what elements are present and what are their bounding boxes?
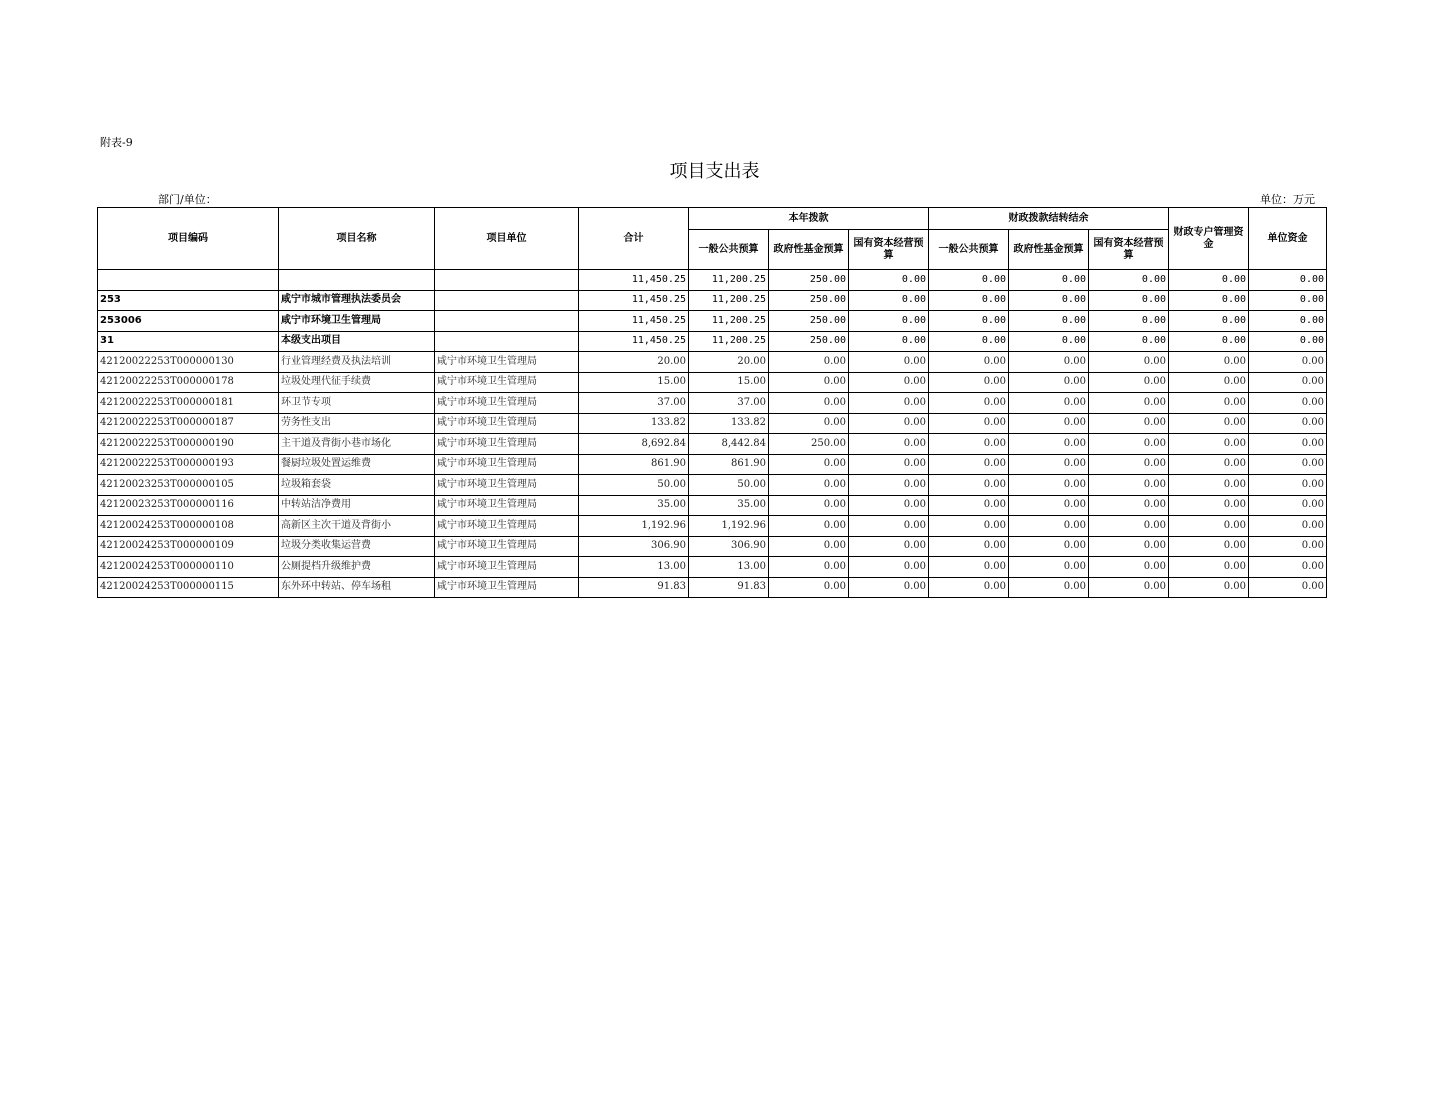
cell-carry-general-budget: 0.00 xyxy=(929,536,1009,557)
cell-project-code: 253006 xyxy=(98,311,279,332)
cell-general-budget: 11,200.25 xyxy=(689,311,769,332)
cell-general-budget: 50.00 xyxy=(689,475,769,496)
cell-project-name: 咸宁市城市管理执法委员会 xyxy=(279,290,435,311)
cell-carry-gov-fund-budget: 0.00 xyxy=(1009,311,1089,332)
cell-carry-general-budget: 0.00 xyxy=(929,352,1009,373)
cell-special-fund: 0.00 xyxy=(1169,434,1249,455)
cell-own-fund: 0.00 xyxy=(1249,393,1327,414)
cell-carry-state-capital-budget: 0.00 xyxy=(1089,413,1169,434)
cell-carry-gov-fund-budget: 0.00 xyxy=(1009,577,1089,598)
cell-project-unit xyxy=(435,270,579,291)
cell-project-unit: 咸宁市环境卫生管理局 xyxy=(435,516,579,537)
cell-special-fund: 0.00 xyxy=(1169,372,1249,393)
cell-project-code: 42120022253T000000130 xyxy=(98,352,279,373)
cell-project-code: 42120024253T000000110 xyxy=(98,557,279,578)
cell-total: 91.83 xyxy=(579,577,689,598)
table-row xyxy=(98,413,1327,434)
cell-carry-gov-fund-budget: 0.00 xyxy=(1009,434,1089,455)
cell-gov-fund-budget: 250.00 xyxy=(769,331,849,352)
header-current-year: 本年拨款 xyxy=(689,208,929,230)
cell-project-name: 本级支出项目 xyxy=(279,331,435,352)
cell-project-unit: 咸宁市环境卫生管理局 xyxy=(435,434,579,455)
cell-special-fund: 0.00 xyxy=(1169,413,1249,434)
table-body xyxy=(98,270,1327,598)
cell-carry-state-capital-budget: 0.00 xyxy=(1089,270,1169,291)
cell-special-fund: 0.00 xyxy=(1169,577,1249,598)
cell-carry-state-capital-budget: 0.00 xyxy=(1089,557,1169,578)
cell-carry-gov-fund-budget: 0.00 xyxy=(1009,270,1089,291)
cell-own-fund: 0.00 xyxy=(1249,372,1327,393)
cell-total: 20.00 xyxy=(579,352,689,373)
table-row xyxy=(98,290,1327,311)
cell-project-unit: 咸宁市环境卫生管理局 xyxy=(435,413,579,434)
cell-general-budget: 133.82 xyxy=(689,413,769,434)
cell-general-budget: 306.90 xyxy=(689,536,769,557)
cell-carry-gov-fund-budget: 0.00 xyxy=(1009,393,1089,414)
cell-project-code: 42120022253T000000178 xyxy=(98,372,279,393)
cell-own-fund: 0.00 xyxy=(1249,495,1327,516)
cell-project-unit xyxy=(435,290,579,311)
table-row xyxy=(98,454,1327,475)
cell-gov-fund-budget: 250.00 xyxy=(769,311,849,332)
cell-project-name: 中转站洁净费用 xyxy=(279,495,435,516)
cell-project-name: 咸宁市环境卫生管理局 xyxy=(279,311,435,332)
cell-carry-gov-fund-budget: 0.00 xyxy=(1009,536,1089,557)
cell-carry-gov-fund-budget: 0.00 xyxy=(1009,454,1089,475)
cell-project-code: 253 xyxy=(98,290,279,311)
cell-carry-general-budget: 0.00 xyxy=(929,557,1009,578)
table-row xyxy=(98,393,1327,414)
cell-own-fund: 0.00 xyxy=(1249,352,1327,373)
cell-project-unit: 咸宁市环境卫生管理局 xyxy=(435,495,579,516)
table-row xyxy=(98,557,1327,578)
cell-total: 133.82 xyxy=(579,413,689,434)
cell-general-budget: 1,192.96 xyxy=(689,516,769,537)
header-carryover: 财政拨款结转结余 xyxy=(929,208,1169,230)
cell-carry-state-capital-budget: 0.00 xyxy=(1089,454,1169,475)
cell-carry-general-budget: 0.00 xyxy=(929,495,1009,516)
table-row xyxy=(98,434,1327,455)
cell-gov-fund-budget: 0.00 xyxy=(769,352,849,373)
cell-gov-fund-budget: 0.00 xyxy=(769,393,849,414)
cell-carry-gov-fund-budget: 0.00 xyxy=(1009,413,1089,434)
cell-carry-gov-fund-budget: 0.00 xyxy=(1009,331,1089,352)
cell-state-capital-budget: 0.00 xyxy=(849,290,929,311)
cell-project-unit: 咸宁市环境卫生管理局 xyxy=(435,536,579,557)
cell-general-budget: 8,442.84 xyxy=(689,434,769,455)
table-row xyxy=(98,311,1327,332)
table-row xyxy=(98,331,1327,352)
cell-gov-fund-budget: 0.00 xyxy=(769,536,849,557)
department-label: 部门/单位： xyxy=(158,193,217,206)
cell-project-unit: 咸宁市环境卫生管理局 xyxy=(435,372,579,393)
cell-state-capital-budget: 0.00 xyxy=(849,372,929,393)
cell-carry-general-budget: 0.00 xyxy=(929,516,1009,537)
cell-gov-fund-budget: 0.00 xyxy=(769,516,849,537)
cell-carry-gov-fund-budget: 0.00 xyxy=(1009,495,1089,516)
cell-carry-gov-fund-budget: 0.00 xyxy=(1009,557,1089,578)
cell-state-capital-budget: 0.00 xyxy=(849,475,929,496)
table-row xyxy=(98,372,1327,393)
cell-total: 15.00 xyxy=(579,372,689,393)
cell-special-fund: 0.00 xyxy=(1169,475,1249,496)
cell-carry-gov-fund-budget: 0.00 xyxy=(1009,352,1089,373)
cell-own-fund: 0.00 xyxy=(1249,311,1327,332)
cell-carry-state-capital-budget: 0.00 xyxy=(1089,331,1169,352)
header-carry-gov-fund-budget: 政府性基金预算 xyxy=(1009,230,1089,270)
cell-own-fund: 0.00 xyxy=(1249,454,1327,475)
cell-project-code: 42120023253T000000116 xyxy=(98,495,279,516)
header-state-capital-budget: 国有资本经营预算 xyxy=(849,230,929,270)
cell-project-code: 42120024253T000000109 xyxy=(98,536,279,557)
cell-gov-fund-budget: 0.00 xyxy=(769,475,849,496)
cell-project-code: 42120022253T000000181 xyxy=(98,393,279,414)
cell-carry-gov-fund-budget: 0.00 xyxy=(1009,372,1089,393)
cell-own-fund: 0.00 xyxy=(1249,331,1327,352)
cell-general-budget: 11,200.25 xyxy=(689,290,769,311)
cell-state-capital-budget: 0.00 xyxy=(849,557,929,578)
cell-state-capital-budget: 0.00 xyxy=(849,331,929,352)
header-special-fund: 财政专户管理资金 xyxy=(1169,208,1249,270)
cell-project-name: 行业管理经费及执法培训 xyxy=(279,352,435,373)
appendix-label: 附表-9 xyxy=(100,136,133,149)
cell-special-fund: 0.00 xyxy=(1169,311,1249,332)
cell-carry-general-budget: 0.00 xyxy=(929,393,1009,414)
cell-total: 861.90 xyxy=(579,454,689,475)
header-gov-fund-budget: 政府性基金预算 xyxy=(769,230,849,270)
cell-gov-fund-budget: 250.00 xyxy=(769,434,849,455)
cell-total: 1,192.96 xyxy=(579,516,689,537)
cell-gov-fund-budget: 0.00 xyxy=(769,372,849,393)
cell-project-unit xyxy=(435,331,579,352)
cell-carry-general-budget: 0.00 xyxy=(929,372,1009,393)
cell-own-fund: 0.00 xyxy=(1249,557,1327,578)
cell-project-name: 垃圾处理代征手续费 xyxy=(279,372,435,393)
cell-gov-fund-budget: 0.00 xyxy=(769,577,849,598)
cell-carry-general-budget: 0.00 xyxy=(929,577,1009,598)
cell-project-unit xyxy=(435,311,579,332)
cell-own-fund: 0.00 xyxy=(1249,290,1327,311)
cell-state-capital-budget: 0.00 xyxy=(849,311,929,332)
cell-gov-fund-budget: 0.00 xyxy=(769,557,849,578)
cell-general-budget: 35.00 xyxy=(689,495,769,516)
cell-carry-state-capital-budget: 0.00 xyxy=(1089,516,1169,537)
cell-general-budget: 91.83 xyxy=(689,577,769,598)
header-code: 项目编码 xyxy=(98,208,279,270)
cell-carry-state-capital-budget: 0.00 xyxy=(1089,290,1169,311)
cell-special-fund: 0.00 xyxy=(1169,331,1249,352)
cell-project-code: 42120022253T000000193 xyxy=(98,454,279,475)
table-row xyxy=(98,577,1327,598)
cell-special-fund: 0.00 xyxy=(1169,454,1249,475)
cell-gov-fund-budget: 250.00 xyxy=(769,290,849,311)
cell-project-name xyxy=(279,270,435,291)
cell-total: 11,450.25 xyxy=(579,290,689,311)
cell-total: 11,450.25 xyxy=(579,331,689,352)
cell-carry-general-budget: 0.00 xyxy=(929,331,1009,352)
cell-own-fund: 0.00 xyxy=(1249,434,1327,455)
cell-general-budget: 11,200.25 xyxy=(689,270,769,291)
cell-gov-fund-budget: 250.00 xyxy=(769,270,849,291)
cell-project-unit: 咸宁市环境卫生管理局 xyxy=(435,475,579,496)
cell-special-fund: 0.00 xyxy=(1169,516,1249,537)
cell-state-capital-budget: 0.00 xyxy=(849,495,929,516)
cell-state-capital-budget: 0.00 xyxy=(849,393,929,414)
cell-state-capital-budget: 0.00 xyxy=(849,434,929,455)
cell-total: 13.00 xyxy=(579,557,689,578)
cell-total: 8,692.84 xyxy=(579,434,689,455)
cell-gov-fund-budget: 0.00 xyxy=(769,495,849,516)
cell-general-budget: 11,200.25 xyxy=(689,331,769,352)
cell-carry-gov-fund-budget: 0.00 xyxy=(1009,516,1089,537)
project-expenditure-table xyxy=(97,207,1327,598)
table-row xyxy=(98,352,1327,373)
cell-project-name: 东外环中转站、停车场租 xyxy=(279,577,435,598)
cell-project-code: 42120024253T000000115 xyxy=(98,577,279,598)
cell-state-capital-budget: 0.00 xyxy=(849,270,929,291)
cell-carry-state-capital-budget: 0.00 xyxy=(1089,372,1169,393)
cell-total: 50.00 xyxy=(579,475,689,496)
cell-project-name: 劳务性支出 xyxy=(279,413,435,434)
cell-project-name: 垃圾分类收集运营费 xyxy=(279,536,435,557)
cell-total: 11,450.25 xyxy=(579,270,689,291)
cell-carry-state-capital-budget: 0.00 xyxy=(1089,475,1169,496)
cell-total: 11,450.25 xyxy=(579,311,689,332)
header-total: 合计 xyxy=(579,208,689,270)
cell-project-name: 环卫节专项 xyxy=(279,393,435,414)
cell-carry-general-budget: 0.00 xyxy=(929,290,1009,311)
cell-carry-gov-fund-budget: 0.00 xyxy=(1009,290,1089,311)
header-carry-state-capital-budget: 国有资本经营预算 xyxy=(1089,230,1169,270)
cell-own-fund: 0.00 xyxy=(1249,577,1327,598)
cell-project-name: 垃圾箱套袋 xyxy=(279,475,435,496)
cell-special-fund: 0.00 xyxy=(1169,495,1249,516)
cell-gov-fund-budget: 0.00 xyxy=(769,413,849,434)
cell-special-fund: 0.00 xyxy=(1169,290,1249,311)
cell-project-code xyxy=(98,270,279,291)
cell-special-fund: 0.00 xyxy=(1169,536,1249,557)
cell-general-budget: 13.00 xyxy=(689,557,769,578)
cell-project-code: 42120023253T000000105 xyxy=(98,475,279,496)
cell-carry-state-capital-budget: 0.00 xyxy=(1089,311,1169,332)
header-unit: 项目单位 xyxy=(435,208,579,270)
cell-carry-general-budget: 0.00 xyxy=(929,454,1009,475)
header-own-fund: 单位资金 xyxy=(1249,208,1327,270)
cell-carry-state-capital-budget: 0.00 xyxy=(1089,393,1169,414)
cell-state-capital-budget: 0.00 xyxy=(849,536,929,557)
cell-project-code: 31 xyxy=(98,331,279,352)
cell-project-name: 公厕提档升级维护费 xyxy=(279,557,435,578)
cell-total: 35.00 xyxy=(579,495,689,516)
cell-carry-general-budget: 0.00 xyxy=(929,311,1009,332)
cell-own-fund: 0.00 xyxy=(1249,536,1327,557)
cell-project-unit: 咸宁市环境卫生管理局 xyxy=(435,393,579,414)
cell-state-capital-budget: 0.00 xyxy=(849,454,929,475)
cell-carry-state-capital-budget: 0.00 xyxy=(1089,536,1169,557)
cell-own-fund: 0.00 xyxy=(1249,270,1327,291)
cell-carry-general-budget: 0.00 xyxy=(929,434,1009,455)
cell-carry-state-capital-budget: 0.00 xyxy=(1089,352,1169,373)
cell-carry-general-budget: 0.00 xyxy=(929,475,1009,496)
cell-project-name: 高新区主次干道及背街小 xyxy=(279,516,435,537)
header-general-budget: 一般公共预算 xyxy=(689,230,769,270)
cell-carry-general-budget: 0.00 xyxy=(929,270,1009,291)
unit-label: 单位：万元 xyxy=(1260,193,1315,206)
cell-project-unit: 咸宁市环境卫生管理局 xyxy=(435,557,579,578)
cell-project-unit: 咸宁市环境卫生管理局 xyxy=(435,454,579,475)
cell-special-fund: 0.00 xyxy=(1169,557,1249,578)
page-title: 项目支出表 xyxy=(669,161,760,182)
cell-project-code: 42120022253T000000190 xyxy=(98,434,279,455)
cell-carry-general-budget: 0.00 xyxy=(929,413,1009,434)
table-row xyxy=(98,536,1327,557)
cell-project-unit: 咸宁市环境卫生管理局 xyxy=(435,352,579,373)
cell-carry-state-capital-budget: 0.00 xyxy=(1089,577,1169,598)
cell-project-name: 餐厨垃圾处置运维费 xyxy=(279,454,435,475)
cell-state-capital-budget: 0.00 xyxy=(849,413,929,434)
cell-general-budget: 20.00 xyxy=(689,352,769,373)
cell-own-fund: 0.00 xyxy=(1249,475,1327,496)
header-name: 项目名称 xyxy=(279,208,435,270)
cell-project-unit: 咸宁市环境卫生管理局 xyxy=(435,577,579,598)
cell-state-capital-budget: 0.00 xyxy=(849,516,929,537)
table-row xyxy=(98,516,1327,537)
cell-project-name: 主干道及背街小巷市场化 xyxy=(279,434,435,455)
cell-special-fund: 0.00 xyxy=(1169,352,1249,373)
cell-special-fund: 0.00 xyxy=(1169,393,1249,414)
cell-carry-state-capital-budget: 0.00 xyxy=(1089,495,1169,516)
cell-state-capital-budget: 0.00 xyxy=(849,352,929,373)
cell-own-fund: 0.00 xyxy=(1249,413,1327,434)
cell-own-fund: 0.00 xyxy=(1249,516,1327,537)
header-carry-general-budget: 一般公共预算 xyxy=(929,230,1009,270)
cell-project-code: 42120022253T000000187 xyxy=(98,413,279,434)
table-row xyxy=(98,270,1327,291)
cell-gov-fund-budget: 0.00 xyxy=(769,454,849,475)
cell-general-budget: 37.00 xyxy=(689,393,769,414)
cell-total: 37.00 xyxy=(579,393,689,414)
cell-carry-gov-fund-budget: 0.00 xyxy=(1009,475,1089,496)
table-row xyxy=(98,475,1327,496)
cell-general-budget: 15.00 xyxy=(689,372,769,393)
table-row xyxy=(98,495,1327,516)
cell-project-code: 42120024253T000000108 xyxy=(98,516,279,537)
cell-carry-state-capital-budget: 0.00 xyxy=(1089,434,1169,455)
cell-special-fund: 0.00 xyxy=(1169,270,1249,291)
cell-state-capital-budget: 0.00 xyxy=(849,577,929,598)
cell-general-budget: 861.90 xyxy=(689,454,769,475)
cell-total: 306.90 xyxy=(579,536,689,557)
